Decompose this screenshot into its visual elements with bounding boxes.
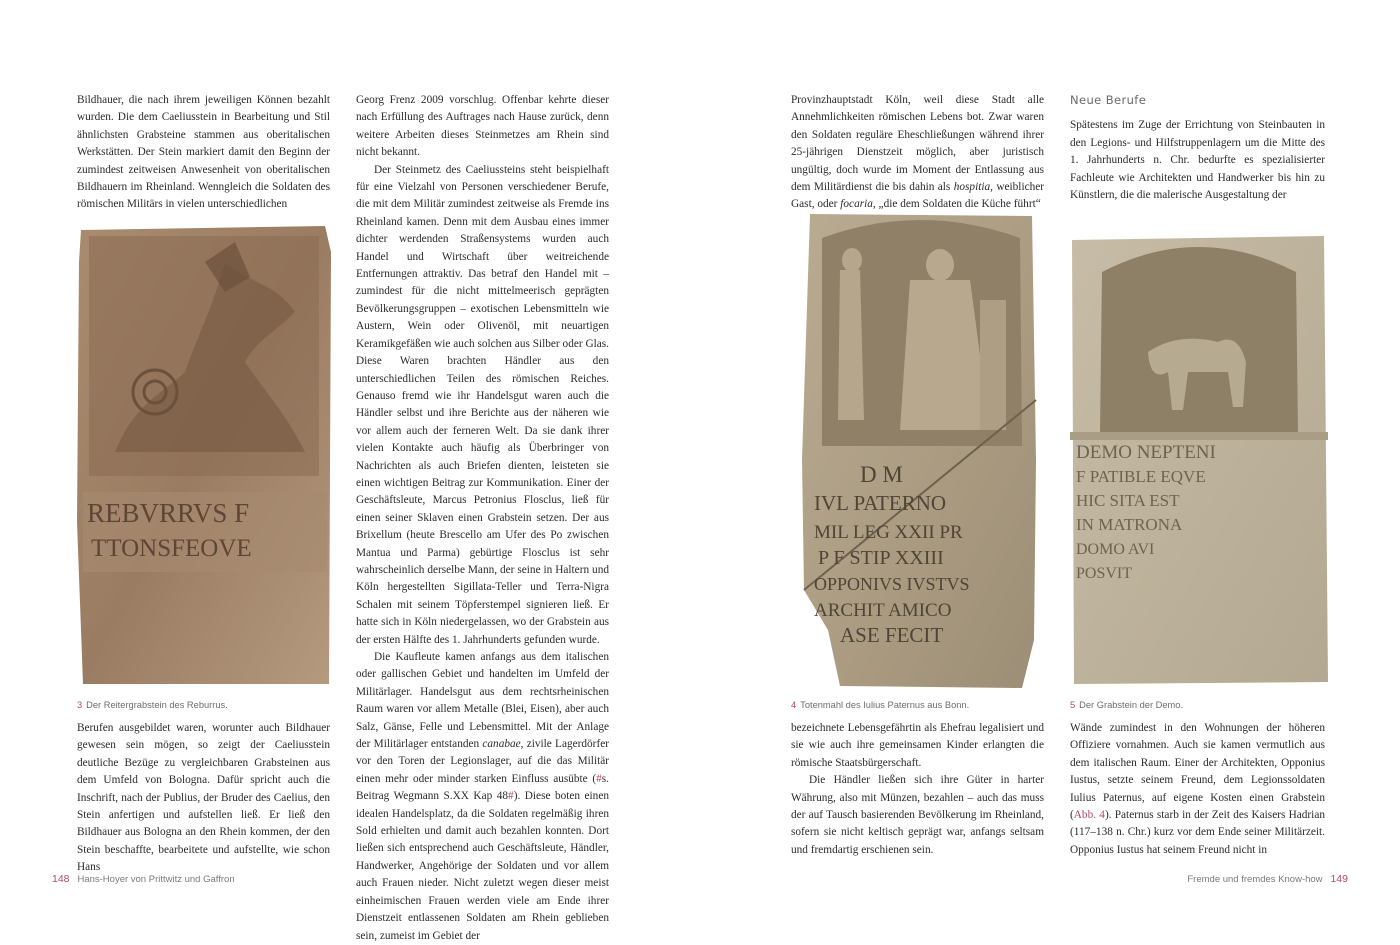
figure-5-demo-gravestone <box>1068 232 1330 688</box>
inscription-line: OPPONIVS IVSTVS <box>814 574 970 594</box>
inscription-line: POSVIT <box>1076 565 1133 582</box>
running-head: Fremde und fremdes Know-how <box>1187 874 1323 885</box>
figure-3-reburrus-gravestone <box>75 222 333 688</box>
inscription-line-1: REBVRRVS F <box>87 498 250 528</box>
paragraph: Spätestens im Zuge der Errichtung von Steinbauten in den Legions- und Hilfstruppenlagern um die Mitte des 1. Jahrhunderts n. Chr. bedurfte es spezialisierter Fachleute wie Architekten und Handwerker bis hin zu Künstlern, die die malerische Ausgestaltung der <box>1070 119 1325 202</box>
left-col1-top-text <box>77 92 330 214</box>
figure-number: 3 <box>77 700 83 710</box>
inscription-line-2: TTONSFEOVE <box>91 535 252 562</box>
paragraph: Der Steinmetz des Caeliussteins steht beispielhaft für eine Vielzahl von Personen verschiedener Berufe, die mit dem Militär zumindest zeitweise als Fremde ins Rheinland kamen. Denn mit dem Ausbau eines immer dichter werdenden Straßensystems wurden auch Handel und Wirtschaft über weitreichende Entfernungen attraktiv. Das betraf den Handel mit – zumindest für die nicht mittelmeerisch geprägten Bevölkerungsgruppen – exotischen Lebensmitteln wie Austern, Wein oder Olivenöl, mit neuartigen Keramikgefäßen wie auch solchen aus Silber oder Glas. Diese Waren brachten Händler aus den unterschiedlichen Teilen des römischen Reiches. Genauso fremd wie ihr Handelsgut waren auch die Händler selbst und ihre Berichte aus der näheren wie vor allem auch der ferneren Welt. Da sie dank ihrer vielen Kontakte auch häufig als Überbringer von Nachrichten als auch Briefen dienten, leisteten sie einen wichtigen Beitrag zur Kommunikation. Einer der Geschäftsleute, Marcus Petronius Flosclus, ließ für einen seiner Sklaven einen Grabstein setzen. Der aus Brixellum (heute Brescello am Ufer des Po zwischen Mantua und Parma) gebürtige Flosclus ist sehr wahrscheinlich derselbe Mann, der seine in Haltern und Köln hergestellten Sigillata-Teller und Terra-Nigra Schalen mit seinem Töpferstempel signieren ließ. Er hatte sich in Köln niedergelassen, wo der Grabstein aus der ersten Hälfte des 1. Jahrhunderts gefunden wurde. <box>356 163 609 646</box>
figure-reference-link[interactable]: Abb. 4 <box>1073 809 1105 822</box>
figure-3-caption <box>77 700 228 710</box>
right-col3-top-text <box>791 92 1044 214</box>
inscription-line: F PATIBLE EQVE <box>1076 467 1206 486</box>
term-hospitia: hospitia <box>953 181 991 194</box>
reference-link[interactable]: # <box>508 790 514 803</box>
paternus-stone-image <box>800 210 1040 688</box>
page-number: 148 <box>52 873 70 885</box>
inscription-line: P F STIP XXIII <box>818 547 944 569</box>
inscription-line: ARCHIT AMICO <box>814 600 952 621</box>
right-col4-top-text <box>1070 92 1325 204</box>
right-col4-bottom-text <box>1070 720 1325 859</box>
inscription-line: ASE FECIT <box>840 623 944 647</box>
paragraph: Wände zumindest in den Wohnungen der höheren Offiziere vornahmen. Auch sie kamen vermutlich aus dem italischen Raum. Einer der Architekten, Opponius Iustus, setzte seinem Freund, dem Legionssoldaten Iulius Paternus, auf eigene Kosten einen Grabstein (Abb. 4). Paternus starb in der Zeit des Kaisers Hadrian (117–138 n. Chr.) kurz vor dem Ende seiner Militärzeit. Opponius Iustus hat seinem Freund nicht in <box>1070 722 1325 856</box>
right-col3-bottom-text <box>791 720 1044 859</box>
figure-5-caption <box>1070 700 1183 710</box>
demo-stone-image <box>1068 232 1330 688</box>
left-col2-text <box>356 92 609 945</box>
figure-4-paternus-gravestone <box>800 210 1040 688</box>
paragraph: Berufen ausgebildet waren, worunter auch Bildhauer gewesen sein mögen, so zeigt der Caeliusstein deutliche Bezüge zu vergleichbaren Grabsteinen aus dem Umfeld von Bologna. Dafür spricht auch die Inschrift, nach der Publius, der Bruder des Caelius, den Stein anfertigen und aufstellen ließ. Er ließ den Bildhauer aus Bologna an den Rhein kommen, der den Stein beschaffte, bearbeitete und aufstellte, wie schon Hans <box>77 722 330 874</box>
inscription-line: D M <box>860 462 903 487</box>
paragraph: Provinzhauptstadt Köln, weil diese Stadt alle Annehmlichkeiten römischen Lebens bot. Zwar waren den Soldaten reguläre Eheschließungen während ihrer 25-jährigen Dienstzeit möglich, aber juristisch ungültig, doch wurde im Moment der Entlassung aus dem Militärdienst die bis dahin als hospitia, weiblicher Gast, oder focaria, „die dem Soldaten die Küche führt“ <box>791 94 1045 211</box>
left-footer <box>52 873 235 885</box>
page-number: 149 <box>1330 873 1348 885</box>
left-col1-bottom-text <box>77 720 330 877</box>
term-focaria: focaria <box>840 198 873 211</box>
inscription-line: IVL PATERNO <box>814 491 947 515</box>
inscription-line: MIL LEG XXII PR <box>814 522 963 543</box>
reference-link[interactable]: # <box>596 772 602 785</box>
caption-text: Der Reitergrabstein des Reburrus. <box>86 700 228 710</box>
figure-number: 5 <box>1070 700 1076 710</box>
paragraph: Bildhauer, die nach ihrem jeweiligen Können bezahlt wurden. Die dem Caeliusstein in Bearbeitung und Stil ähnlichsten Grabsteine stammen aus oberitalischen Werkstätten. Der Stein markiert damit den Beginn der zumindest zeitweisen Anwesenheit von oberitalischen Bildhauern im Rheinland. Wenngleich die Soldaten des römischen Militärs in vielen unterschiedlichen <box>77 94 330 211</box>
caption-text: Totenmahl des Iulius Paternus aus Bonn. <box>800 700 970 710</box>
section-heading: Neue Berufe <box>1070 93 1147 107</box>
paragraph: Georg Frenz 2009 vorschlug. Offenbar kehrte dieser nach Erfüllung des Auftrages nach Hause zurück, denn weitere Arbeiten dieses Steinmetzes am Rhein sind nicht bekannt. <box>356 94 609 159</box>
inscription-line: IN MATRONA <box>1076 515 1183 534</box>
paragraph: Die Händler ließen sich ihre Güter in harter Währung, also mit Münzen, bezahlen – auch das muss der auf Tausch basierenden Bevölkerung im Rheinland, sofern sie nicht keltisch geprägt war, anfangs seltsam und fremdartig erschienen sein. <box>791 774 1044 856</box>
reburrus-stone-image <box>75 222 333 688</box>
term-canabae: canabae <box>482 738 521 751</box>
figure-number: 4 <box>791 700 797 710</box>
caption-text: Der Grabstein der Demo. <box>1079 700 1184 710</box>
inscription-line: DOMO AVI <box>1076 541 1155 558</box>
running-head: Hans-Hoyer von Prittwitz und Gaffron <box>77 874 235 885</box>
right-footer <box>1187 873 1348 885</box>
paragraph: Die Kaufleute kamen anfangs aus dem italischen oder gallischen Gebiet und handelten im Umfeld der Militärlager. Handelsgut aus dem rechtsrheinischen Raum waren vor allem Metalle (Blei, Eisen), aber auch Salz, Gänse, Felle und Lebensmittel. Mit der Anlage der Militärlager entstanden canabae, zivile Lagerdörfer vor den Toren der Legionslager, auf die das Militär einen mehr oder minder starken Einfluss ausübte (#s. Beitrag Wegmann S.XX Kap 48#). Diese boten einen idealen Handelsplatz, da die Soldaten regelmäßig ihren Sold erhielten und damit auch bezahlen konnten. Dort ließen sich entsprechend auch Geschäftsleute, Händler, Handwerker, Angehörige der Soldaten und vor allem auch Frauen nieder. Nicht zuletzt wegen dieser meist einheimischen Frauen werden viele am Ende ihrer Dienstzeit entlassenen Soldaten am Rhein geblieben sein, zumeist im Gebiet der <box>356 651 609 942</box>
figure-4-caption <box>791 700 969 710</box>
paragraph: bezeichnete Lebensgefährtin als Ehefrau legalisiert und sie wie auch ihre gemeinsamen Kinder erlangten die römische Staatsbürgerschaft. <box>791 722 1044 769</box>
inscription-line: HIC SITA EST <box>1076 491 1180 510</box>
inscription-line: DEMO NEPTENI <box>1076 442 1216 463</box>
